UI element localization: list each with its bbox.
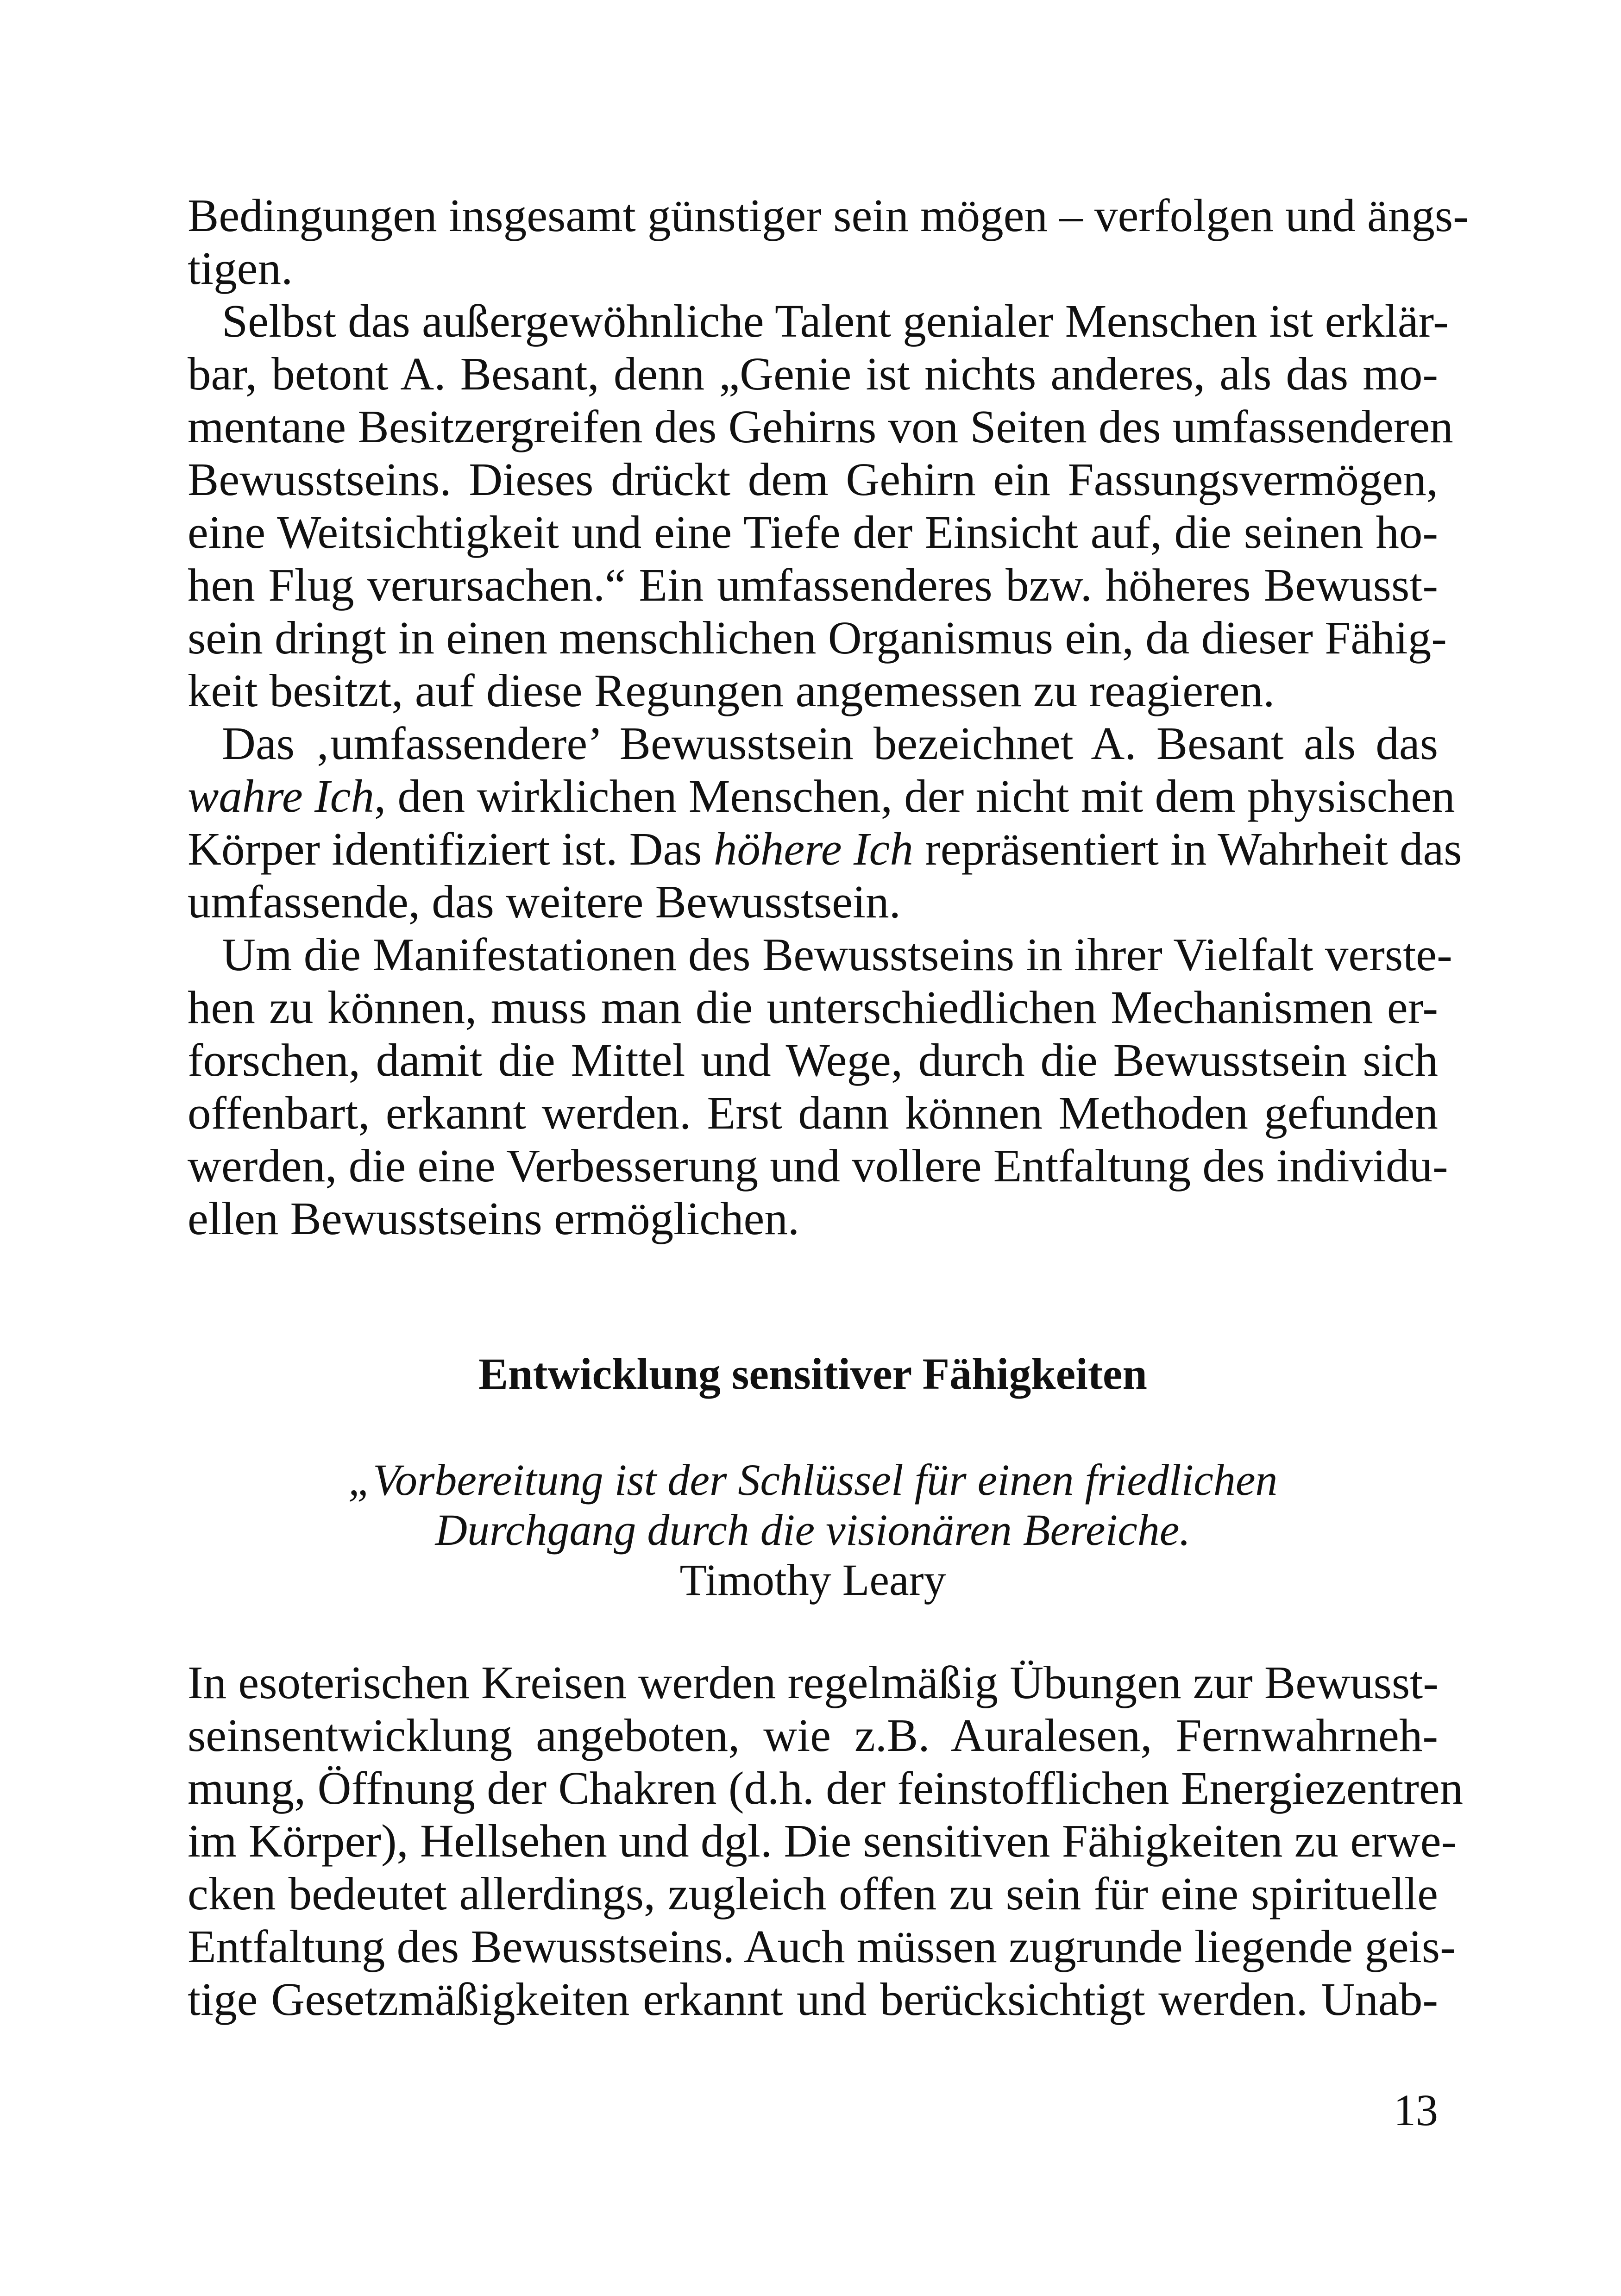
epigraph-quote-line: „Vorbereitung ist der Schlüssel für einen friedlichen xyxy=(348,1455,1278,1505)
text-line: Selbst das außergewöhnliche Talent genialer Menschen ist erklär- xyxy=(222,295,1449,347)
text-line: keit besitzt, auf diese Regungen angemessen zu reagieren. xyxy=(188,665,1275,716)
text-line: eine Weitsichtigkeit und eine Tiefe der Einsicht auf, die seinen ho- xyxy=(188,506,1438,558)
text-line xyxy=(188,770,1455,822)
paragraph-true-self xyxy=(188,717,1462,928)
text-segment: , den wirklichen Menschen, der nicht mit dem physischen xyxy=(374,770,1455,822)
text-line: im Körper), Hellsehen und dgl. Die sensitiven Fähigkeiten zu erwe- xyxy=(188,1815,1457,1867)
text-line: tige Gesetzmäßigkeiten erkannt und berücksichtigt werden. Unab- xyxy=(188,1973,1438,2025)
paragraph-genius xyxy=(188,295,1453,717)
paragraph-esoteric-circles xyxy=(188,1656,1464,2026)
text-line: mung, Öffnung der Chakren (d.h. der feinstofflichen Energiezentren xyxy=(188,1762,1464,1814)
text-line xyxy=(188,822,1462,875)
text-line: forschen, damit die Mittel und Wege, durch die Bewusstsein sich xyxy=(188,1034,1438,1086)
paragraph-continuation xyxy=(188,189,1469,295)
text-segment: Körper identifiziert ist. Das xyxy=(188,823,714,875)
text-line: bar, betont A. Besant, denn „Genie ist nichts anderes, als das mo- xyxy=(188,348,1438,400)
epigraph-quote-line: Durchgang durch die visionären Bereiche. xyxy=(435,1505,1191,1555)
paragraph-manifestations xyxy=(188,928,1452,1245)
text-line: hen Flug verursachen.“ Ein umfassenderes bzw. höheres Bewusst- xyxy=(188,559,1438,611)
text-line: umfassende, das weitere Bewusstsein. xyxy=(188,876,901,928)
text-line: Bewusstseins. Dieses drückt dem Gehirn ein Fassungsvermögen, xyxy=(188,453,1438,505)
emphasis-hoehere-ich: höhere Ich xyxy=(713,823,913,875)
emphasis-wahre-ich: wahre Ich xyxy=(188,770,374,822)
text-segment: repräsentiert in Wahrheit das xyxy=(913,823,1462,875)
text-line: Um die Manifestationen des Bewusstseins in ihrer Vielfalt verste- xyxy=(222,928,1452,980)
page-number: 13 xyxy=(1394,2085,1438,2135)
text-line: Das ‚umfassendere’ Bewusstsein bezeichnet A. Besant als das xyxy=(222,717,1438,769)
section-heading: Entwicklung sensitiver Fähigkeiten xyxy=(478,1349,1147,1399)
text-line: tigen. xyxy=(188,242,293,294)
text-line: hen zu können, muss man die unterschiedlichen Mechanismen er- xyxy=(188,981,1438,1033)
text-line: offenbart, erkannt werden. Erst dann können Methoden gefunden xyxy=(188,1087,1438,1139)
text-line: Bedingungen insgesamt günstiger sein mögen – verfolgen und ängs- xyxy=(188,189,1469,241)
epigraph-author: Timothy Leary xyxy=(679,1555,946,1605)
text-line: mentane Besitzergreifen des Gehirns von Seiten des umfassenderen xyxy=(188,401,1453,452)
text-line: seinsentwicklung angeboten, wie z.B. Auralesen, Fernwahrneh- xyxy=(188,1709,1438,1761)
epigraph xyxy=(188,1455,1438,1605)
text-line: cken bedeutet allerdings, zugleich offen zu sein für eine spirituelle xyxy=(188,1868,1438,1920)
text-line: Entfaltung des Bewusstseins. Auch müssen zugrunde liegende geis- xyxy=(188,1920,1456,1972)
text-line: In esoterischen Kreisen werden regelmäßig Übungen zur Bewusst- xyxy=(188,1656,1439,1708)
text-line: werden, die eine Verbesserung und vollere Entfaltung des individu- xyxy=(188,1140,1448,1192)
text-line: ellen Bewusstseins ermöglichen. xyxy=(188,1192,800,1244)
text-line: sein dringt in einen menschlichen Organismus ein, da dieser Fähig- xyxy=(188,612,1447,664)
